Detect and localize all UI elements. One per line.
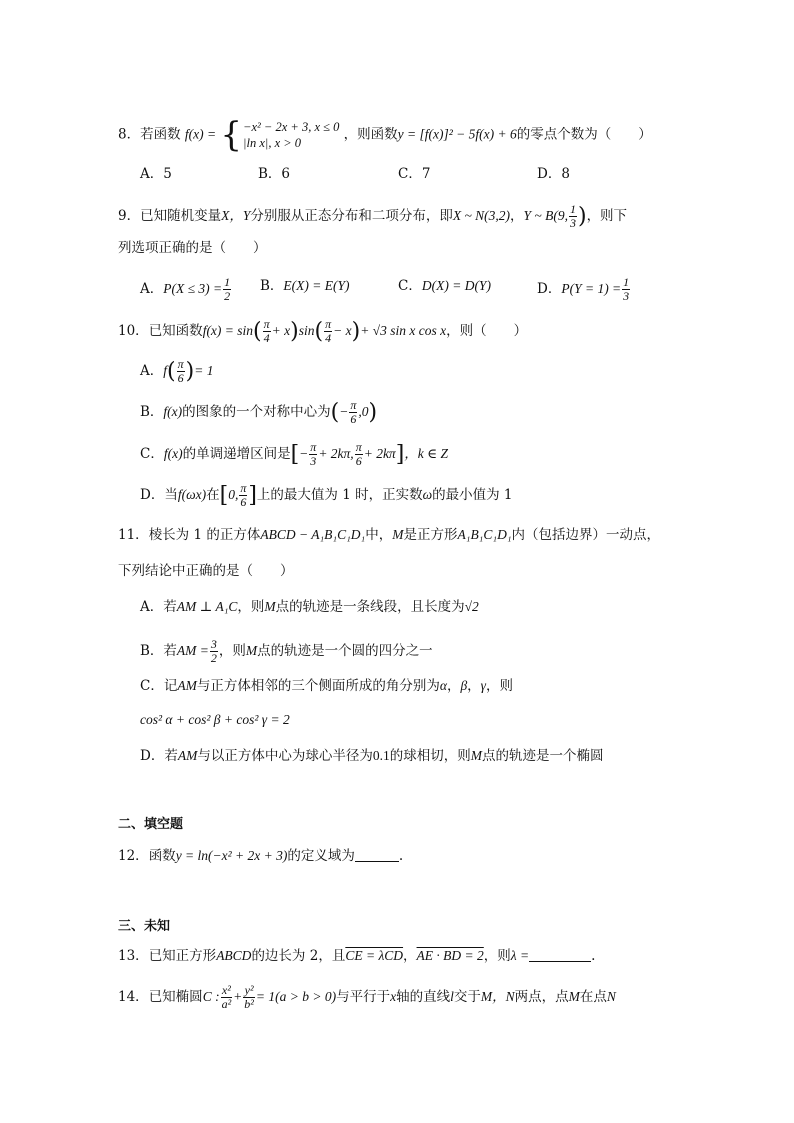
question-number: 8． xyxy=(118,126,141,143)
option-8a: A．5 xyxy=(140,166,172,182)
option-11a: A．若AM ⊥ A₁C，则M点的轨迹是一条线段，且长度为√2 xyxy=(140,599,479,615)
option-11c: C．记AM与正方体相邻的三个侧面所成的角分别为α，β，γ，则 xyxy=(140,678,513,694)
question-number: 13． xyxy=(118,948,149,964)
question-9-line2: 列选项正确的是（ ） xyxy=(118,240,267,256)
section-heading: 三、未知 xyxy=(118,919,171,934)
question-number: 10． xyxy=(118,323,149,339)
question-12: 12．函数y = ln(−x² + 2x + 3)的定义域为 . xyxy=(118,848,404,864)
question-8: 8．若函数 f(x) = { −x² − 2x + 3, x ≤ 0 |ln x|, x > 0 ，则函数y = [f(x)]² − 5f(x) + 6的零点个数为（ ） xyxy=(118,115,652,155)
question-10: 10．已知函数f(x) = sin( $\frac{\pi}{4}$ + x)sin( $\frac{\pi}{4}$ − x)+ √3 sin x cos x，则（ ） xyxy=(118,317,528,345)
option-8c: C．7 xyxy=(398,166,431,182)
piecewise-brace: { xyxy=(220,115,243,155)
math-expr: f(x) = xyxy=(184,126,217,142)
question-14: 14．已知椭圆C : $\frac{\text{x²}}{\text{a²}}$ + $\frac{\text{y²}}{\text{b²}}$ = 1(a > b > 0)与平行于x轴的直线l交于M，N两点，点M在点N xyxy=(118,983,616,1011)
option-9d: D．P(Y = 1) = $\frac{1}{3}$ xyxy=(537,275,630,303)
option-11d: D．若AM与以正方体中心为球心半径为0.1的球相切，则M点的轨迹是一个椭圆 xyxy=(140,748,604,764)
piecewise-cases: −x² − 2x + 3, x ≤ 0 |ln x|, x > 0 xyxy=(243,120,340,150)
question-9: 9．已知随机变量X，Y分别服从正态分布和二项分布，即X ~ N(3,2)，Y ~ B(9, $\frac{1}{3}$ )，则下 xyxy=(118,202,628,230)
question-number: 12． xyxy=(118,848,149,864)
math-expr: y = [f(x)]² − 5f(x) + 6 xyxy=(397,126,517,142)
option-10b: B．f(x)的图象的一个对称中心为(− $\frac{\pi}{6}$ ,0) xyxy=(140,398,378,426)
fraction: $\frac{1}{3}$ xyxy=(569,202,576,230)
question-text: 若函数 xyxy=(140,126,181,143)
option-11b: B．若AM = $\frac{3}{2}$ ，则M点的轨迹是一个圆的四分之一 xyxy=(140,637,433,665)
question-number: 14． xyxy=(118,989,149,1005)
option-9a: A．P(X ≤ 3) = $\frac{1}{2}$ xyxy=(140,275,231,303)
answer-blank xyxy=(355,849,399,862)
option-9c: C．D(X) = D(Y) xyxy=(398,278,491,294)
option-10c: C．f(x)的单调递增区间是[− $\frac{\pi}{3}$ + 2kπ, $\frac{\pi}{6}$ + 2kπ]，k ∈ Z xyxy=(140,440,449,468)
section-heading: 二、填空题 xyxy=(118,817,184,832)
option-10d: D．当f(ωx)在[0, $\frac{\pi}{6}$ ]上的最大值为 1 时，正实数ω的最小值为 1 xyxy=(140,481,513,509)
option-8b: B．6 xyxy=(258,166,291,182)
question-number: 11． xyxy=(118,527,149,543)
option-9b: B．E(X) = E(Y) xyxy=(260,278,350,294)
question-11: 11．棱长为 1 的正方体ABCD − A₁B₁C₁D₁中，M是正方形A₁B₁C₁D₁内（包括边界）一动点， xyxy=(118,527,661,543)
answer-blank xyxy=(529,949,591,962)
question-number: 9． xyxy=(118,208,141,224)
option-8d: D．8 xyxy=(537,166,570,182)
question-13: 13．已知正方形ABCD的边长为 2，且CE = λCD，AE · BD = 2，则λ = . xyxy=(118,948,596,964)
option-10a: A．f( $\frac{\pi}{6}$ )= 1 xyxy=(140,357,214,385)
option-11c-formula: cos² α + cos² β + cos² γ = 2 xyxy=(140,712,290,727)
question-11-line2: 下列结论中正确的是（ ） xyxy=(118,563,294,579)
